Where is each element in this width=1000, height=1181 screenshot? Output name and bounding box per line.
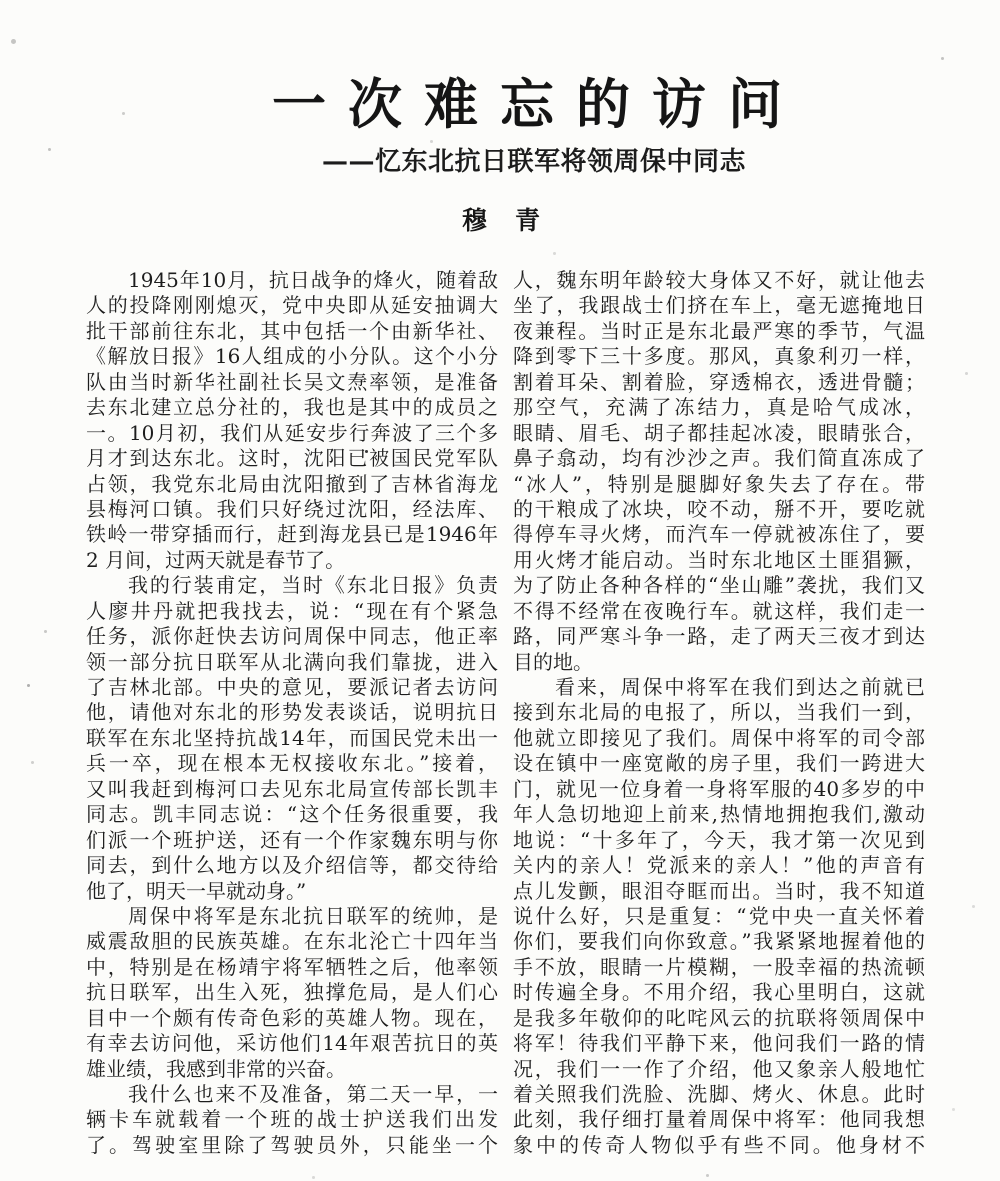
text-line: 点儿发颤，眼泪夺眶而出。当时，我不知道 (513, 878, 925, 903)
scan-speckles (0, 0, 3, 3)
text-line: 接到东北局的电报了，所以，当我们一到， (513, 700, 925, 725)
text-line: 设在镇中一座宽敞的房子里，我们一跨进大 (513, 751, 925, 776)
text-line: 那空气，充满了冻结力，真是哈气成冰， (513, 395, 925, 420)
text-line: 将军！待我们平静下来，他问我们一路的情 (513, 1031, 925, 1056)
text-line: 你们，要我们向你致意。”我紧紧地握着他的 (513, 929, 925, 954)
text-line: 降到零下三十多度。那风，真象利刃一样， (513, 344, 925, 369)
text-line: 我什么也来不及准备，第二天一早，一 (128, 1082, 498, 1106)
text-line: 们派一个班护送，还有一个作家魏东明与你 (86, 827, 498, 852)
text-line: 说什么好，只是重复：“党中央一直关怀着 (513, 903, 925, 928)
text-line: 不得不经常在夜晚行车。就这样，我们走一 (513, 598, 925, 623)
text-line: 为了防止各种各样的“坐山雕”袭扰，我们又 (513, 573, 925, 598)
text-line: 铁岭一带穿插而行，赶到海龙县已是1946年 (86, 522, 498, 547)
text-line: 月才到达东北。这时，沈阳已被国民党军队 (86, 446, 498, 471)
article-title: 一次难忘的访问 (272, 72, 804, 137)
text-line: 眼睛、眉毛、胡子都挂起冰凌，眼睛张合， (513, 420, 925, 445)
article-subtitle: ——忆东北抗日联军将领周保中同志 (321, 147, 746, 177)
text-line: 又叫我赶到梅河口去见东北局宣传部长凯丰 (86, 776, 498, 801)
text-line: 关内的亲人！党派来的亲人！”他的声音有 (513, 853, 925, 878)
text-line: 中，特别是在杨靖宇将军牺牲之后，他率领 (86, 954, 498, 979)
text-line: 手不放，眼睛一片模糊，一股幸福的热流顿 (513, 954, 925, 979)
text-line: 象中的传奇人物似乎有些不同。他身材不 (513, 1132, 925, 1157)
text-line: 目中一个颇有传奇色彩的英雄人物。现在， (86, 1005, 498, 1030)
left-column (86, 268, 498, 1158)
text-line: 我的行装甫定，当时《东北日报》负责 (128, 573, 498, 598)
text-line: 2 月间，过两天就是春节了。 (86, 547, 346, 572)
text-line: 抗日联军，出生入死，独撑危局，是人们心 (86, 980, 498, 1005)
text-line: 他了，明天一早就动身。” (86, 878, 307, 903)
text-line: 人，魏东明年龄较大身体又不好，就让他去 (513, 268, 925, 292)
text-line: 时传遍全身。不用介绍，我心里明白，这就 (513, 980, 925, 1005)
text-line: 领一部分抗日联军从北满向我们靠拢，进入 (86, 649, 498, 674)
text-line: 兵一卒，现在根本无权接收东北。”接着， (86, 751, 498, 776)
text-line: 1945年10月，抗日战争的烽火，随着敌 (128, 268, 498, 292)
text-line: 任务，派你赶快去访问周保中同志，他正率 (86, 624, 498, 649)
text-line: 了。驾驶室里除了驾驶员外，只能坐一个 (86, 1132, 498, 1157)
text-line: 他就立即接见了我们。周保中将军的司令部 (513, 725, 925, 750)
text-line: 此刻，我仔细打量着周保中将军：他同我想 (513, 1107, 925, 1132)
text-line: 坐了，我跟战士们挤在车上，毫无遮掩地日 (513, 293, 925, 318)
text-line: 了吉林北部。中央的意见，要派记者去访问 (86, 675, 498, 699)
text-line: 同志。凯丰同志说：“这个任务很重要，我 (86, 802, 498, 827)
text-line: 况，我们一一作了介绍，他又象亲人般地忙 (513, 1056, 925, 1081)
text-line: 路，同严寒斗争一路，走了两天三夜才到达 (513, 624, 925, 649)
text-line: 县梅河口镇。我们只好绕过沈阳，经法库、 (86, 496, 498, 521)
text-line: 鼻子翕动，均有沙沙之声。我们简直冻成了 (513, 446, 925, 471)
text-line: 联军在东北坚持抗战14年，而国民党未出一 (86, 725, 498, 750)
text-line: 周保中将军是东北抗日联军的统帅，是 (128, 903, 498, 928)
text-line: 批干部前往东北，其中包括一个由新华社、 (86, 318, 498, 343)
text-line: 辆卡车就载着一个班的战士护送我们出发 (86, 1107, 498, 1132)
text-line: 人的投降刚刚熄灭，党中央即从延安抽调大 (86, 293, 498, 318)
text-line: 人廖井丹就把我找去，说：“现在有个紧急 (86, 598, 498, 623)
text-line: 他，请他对东北的形势发表谈话，说明抗日 (86, 700, 498, 725)
author-name: 穆青 (461, 206, 568, 235)
text-line: 年人急切地迎上前来,热情地拥抱我们,激动 (513, 802, 925, 827)
text-line: 去东北建立总分社的，我也是其中的成员之 (86, 395, 498, 420)
text-line: 看来，周保中将军在我们到达之前就已 (555, 675, 925, 699)
text-line: 一。10月初，我们从延安步行奔波了三个多 (86, 420, 498, 445)
text-line: 占领，我党东北局由沈阳撤到了吉林省海龙 (86, 471, 498, 496)
text-line: 割着耳朵、割着脸，穿透棉衣，透进骨髓； (513, 369, 925, 394)
text-line: 《解放日报》16人组成的小分队。这个小分 (86, 344, 498, 369)
text-line: 地说：“十多年了，今天，我才第一次见到 (513, 827, 925, 852)
text-line: 威震敌胆的民族英雄。在东北沦亡十四年当 (86, 929, 498, 954)
text-line: 雄业绩，我感到非常的兴奋。 (86, 1056, 346, 1081)
text-line: 用火烤才能启动。当时东北地区土匪猖獗， (513, 547, 925, 572)
text-line: 门，就见一位身着一身将军服的40多岁的中 (513, 776, 925, 801)
text-line: 着关照我们洗脸、洗脚、烤火、休息。此时 (513, 1082, 925, 1106)
text-line: 是我多年敬仰的叱咤风云的抗联将领周保中 (513, 1005, 925, 1030)
text-line: 队由当时新华社副社长吴文焘率领，是准备 (86, 369, 498, 394)
right-column (513, 268, 925, 1158)
text-line: 目的地。 (513, 649, 593, 674)
text-line: “冰人”，特别是腿脚好象失去了存在。带 (513, 471, 925, 496)
text-line: 夜兼程。当时正是东北最严寒的季节，气温 (513, 318, 925, 343)
text-line: 的干粮成了冰块，咬不动，掰不开，要吃就 (513, 496, 925, 521)
text-line: 得停车寻火烤，而汽车一停就被冻住了，要 (513, 522, 925, 547)
text-line: 有幸去访问他，采访他们14年艰苦抗日的英 (86, 1031, 498, 1056)
text-line: 同去，到什么地方以及介绍信等，都交待给 (86, 853, 498, 878)
